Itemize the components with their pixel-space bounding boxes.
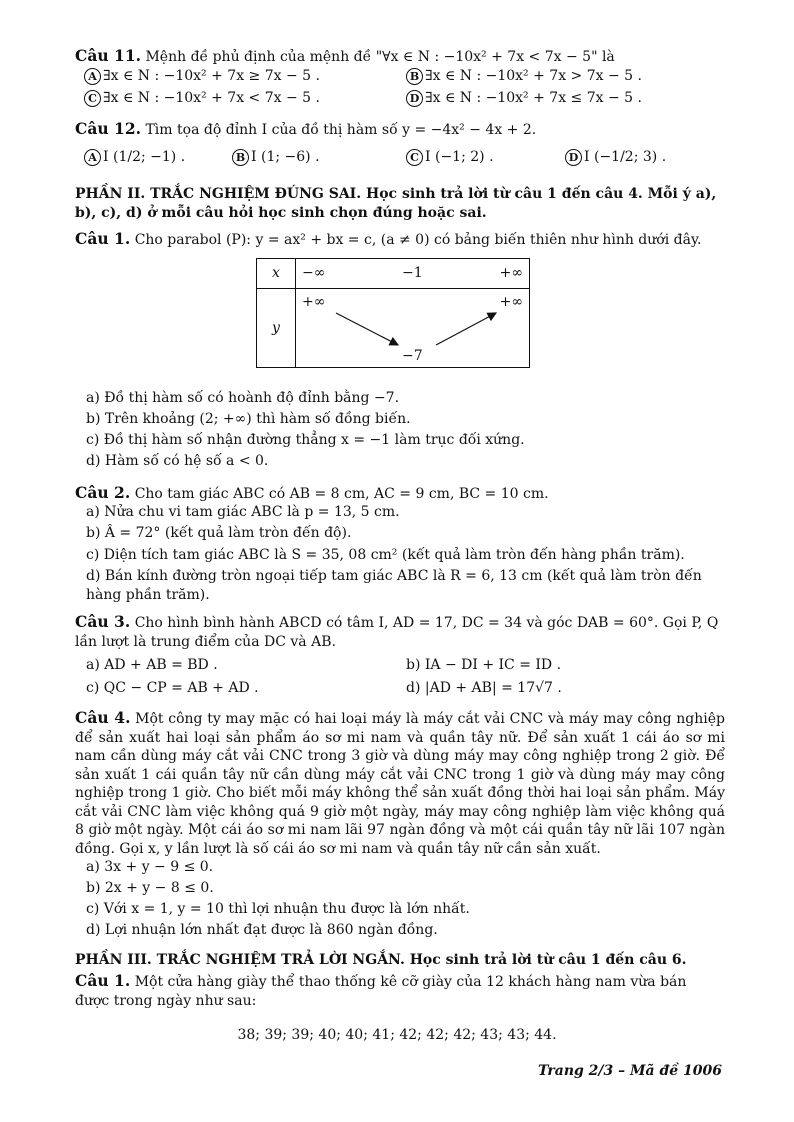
q11-option-b[interactable]	[406, 67, 642, 86]
option-circle-icon: C	[406, 149, 423, 166]
q12-option-b[interactable]	[232, 148, 320, 167]
p3q1-stem	[75, 972, 725, 1010]
q11-option-c-text: ∃x ∈ N : −10x² + 7x < 7x − 5 .	[103, 90, 320, 106]
p2q3-item-c[interactable]: c) QC − CP = AB + AD .	[86, 680, 259, 696]
p2q1-label: Câu 1.	[75, 229, 131, 248]
variation-table	[256, 258, 530, 368]
p2q3-stem	[75, 613, 725, 651]
q11-option-c[interactable]	[84, 89, 320, 108]
p2q4-stem	[75, 709, 725, 858]
q12-option-a-text: I (1/2; −1) .	[103, 149, 186, 165]
table-x-pos-inf: +∞	[499, 265, 523, 281]
q12-option-c-text: I (−1; 2) .	[425, 149, 494, 165]
p2q4-item-d[interactable]: d) Lợi nhuận lớn nhất đạt được là 860 ngàn đồng.	[86, 922, 438, 938]
q12-option-d-text: I (−1/2; 3) .	[584, 149, 667, 165]
q12-option-c[interactable]	[406, 148, 494, 167]
table-x-neg-inf: −∞	[302, 265, 326, 281]
table-x-label: x	[257, 259, 296, 289]
p2q1-item-c[interactable]: c) Đồ thị hàm số nhận đường thẳng x = −1 làm trục đối xứng.	[86, 432, 525, 448]
p2q2-text: Cho tam giác ABC có AB = 8 cm, AC = 9 cm, BC = 10 cm.	[134, 486, 549, 502]
variation-arrows	[296, 289, 530, 369]
p2q2-stem	[75, 483, 725, 504]
p2q1-stem	[75, 229, 725, 250]
p2q4-label: Câu 4.	[75, 708, 131, 727]
q12-text: Tìm tọa độ đỉnh I của đồ thị hàm số y = −4x² − 4x + 2.	[145, 122, 537, 138]
p2q2-item-c[interactable]: c) Diện tích tam giác ABC là S = 35, 08 cm² (kết quả làm tròn đến hàng phần trăm).	[86, 547, 685, 563]
page-footer: Trang 2/3 – Mã đề 1006	[537, 1063, 722, 1079]
p2q3-item-a[interactable]: a) AD + AB = BD .	[86, 657, 218, 673]
p3q1-data: 38; 39; 39; 40; 40; 41; 42; 42; 42; 43; 43; 44.	[237, 1027, 557, 1043]
q11-option-d[interactable]	[406, 89, 642, 108]
q11-text: Mệnh đề phủ định của mệnh đề "∀x ∈ N : −10x² + 7x < 7x − 5" là	[145, 49, 615, 65]
q11-stem	[75, 46, 725, 67]
option-circle-icon: D	[565, 149, 582, 166]
p2q3-label: Câu 3.	[75, 612, 131, 631]
p2q3-text: Cho hình bình hành ABCD có tâm I, AD = 17, DC = 34 và góc DAB = 60°. Gọi P, Q lần lượt là trung điểm của DC và AB.	[75, 615, 719, 650]
table-y-label: y	[257, 289, 296, 368]
option-circle-icon: D	[406, 90, 423, 107]
table-y-min: −7	[402, 348, 423, 364]
p2q1-item-b[interactable]: b) Trên khoảng (2; +∞) thì hàm số đồng biến.	[86, 411, 411, 427]
p2q4-item-c[interactable]: c) Với x = 1, y = 10 thì lợi nhuận thu được là lớn nhất.	[86, 901, 470, 917]
q12-label: Câu 12.	[75, 119, 142, 138]
option-circle-icon: C	[84, 90, 101, 107]
p2q1-item-a[interactable]: a) Đồ thị hàm số có hoành độ đỉnh bằng −7.	[86, 390, 400, 406]
p2q2-item-a[interactable]: a) Nửa chu vi tam giác ABC là p = 13, 5 cm.	[86, 504, 400, 520]
p2q3-item-d[interactable]: d) |AD + AB| = 17√7 .	[406, 680, 562, 696]
table-y-left-inf: +∞	[302, 294, 326, 310]
q11-label: Câu 11.	[75, 46, 142, 65]
q11-option-a-text: ∃x ∈ N : −10x² + 7x ≥ 7x − 5 .	[103, 68, 320, 84]
q11-option-d-text: ∃x ∈ N : −10x² + 7x ≤ 7x − 5 .	[425, 90, 642, 106]
part3-heading: PHẦN III. TRẮC NGHIỆM TRẢ LỜI NGẮN. Học sinh trả lời từ câu 1 đến câu 6.	[75, 952, 687, 968]
p2q1-item-d[interactable]: d) Hàm số có hệ số a < 0.	[86, 453, 269, 469]
table-y-values	[296, 289, 530, 368]
decreasing-arrow	[336, 313, 398, 345]
p2q3-item-b[interactable]: b) IA − DI + IC = ID .	[406, 657, 562, 673]
table-x-vertex: −1	[402, 265, 423, 281]
p3q1-label: Câu 1.	[75, 971, 131, 990]
option-circle-icon: A	[84, 149, 101, 166]
p2q1-text: Cho parabol (P): y = ax² + bx = c, (a ≠ 0) có bảng biến thiên như hình dưới đây.	[134, 232, 702, 248]
p3q1-text: Một cửa hàng giày thể thao thống kê cỡ giày của 12 khách hàng nam vừa bán được trong ngày như sau:	[75, 974, 687, 1009]
table-y-right-inf: +∞	[499, 294, 523, 310]
p2q2-label: Câu 2.	[75, 483, 131, 502]
q12-option-b-text: I (1; −6) .	[251, 149, 320, 165]
table-x-values	[296, 259, 530, 289]
p2q4-item-a[interactable]: a) 3x + y − 9 ≤ 0.	[86, 859, 214, 875]
q11-option-a[interactable]	[84, 67, 320, 86]
p2q4-text: Một công ty may mặc có hai loại máy là máy cắt vải CNC và máy may công nghiệp để sản xuất hai loại sản phẩm áo sơ mi nam và quần tây nữ. Để sản xuất 1 cái áo sơ mi nam cần dùng máy cắt vải CNC trong 3 giờ và dùng máy may công nghiệp trong 2 giờ. Để sản xuất 1 cái quần tây nữ cần dùng máy cắt vải CNC trong 1 giờ và dùng máy may công nghiệp trong 1 giờ. Cho biết mỗi máy không thể sản xuất đồng thời hai loại sản phẩm. Máy cắt vải CNC làm việc không quá 9 giờ một ngày, máy may công nghiệp làm việc không quá 8 giờ một ngày. Một cái áo sơ mi nam lãi 97 ngàn đồng và một cái quần tây nữ lãi 107 ngàn đồng. Gọi x, y lần lượt là số cái áo sơ mi nam và quần tây nữ cần sản xuất.	[75, 711, 725, 857]
option-circle-icon: B	[406, 68, 423, 85]
option-circle-icon: B	[232, 149, 249, 166]
q12-option-a[interactable]	[84, 148, 185, 167]
q12-stem	[75, 119, 725, 140]
part2-heading: PHẦN II. TRẮC NGHIỆM ĐÚNG SAI. Học sinh trả lời từ câu 1 đến câu 4. Mỗi ý a), b), c), d) ở mỗi câu hỏi học sinh chọn đúng hoặc sai.	[75, 186, 717, 221]
q12-option-d[interactable]	[565, 148, 666, 167]
q11-option-b-text: ∃x ∈ N : −10x² + 7x > 7x − 5 .	[425, 68, 642, 84]
increasing-arrow	[436, 313, 496, 345]
p2q4-item-b[interactable]: b) 2x + y − 8 ≤ 0.	[86, 880, 214, 896]
p2q2-item-d[interactable]: d) Bán kính đường tròn ngoại tiếp tam giác ABC là R = 6, 13 cm (kết quả làm tròn đến hàng phần trăm).	[86, 568, 702, 603]
p2q2-item-b[interactable]: b) Â = 72° (kết quả làm tròn đến độ).	[86, 525, 352, 541]
option-circle-icon: A	[84, 68, 101, 85]
